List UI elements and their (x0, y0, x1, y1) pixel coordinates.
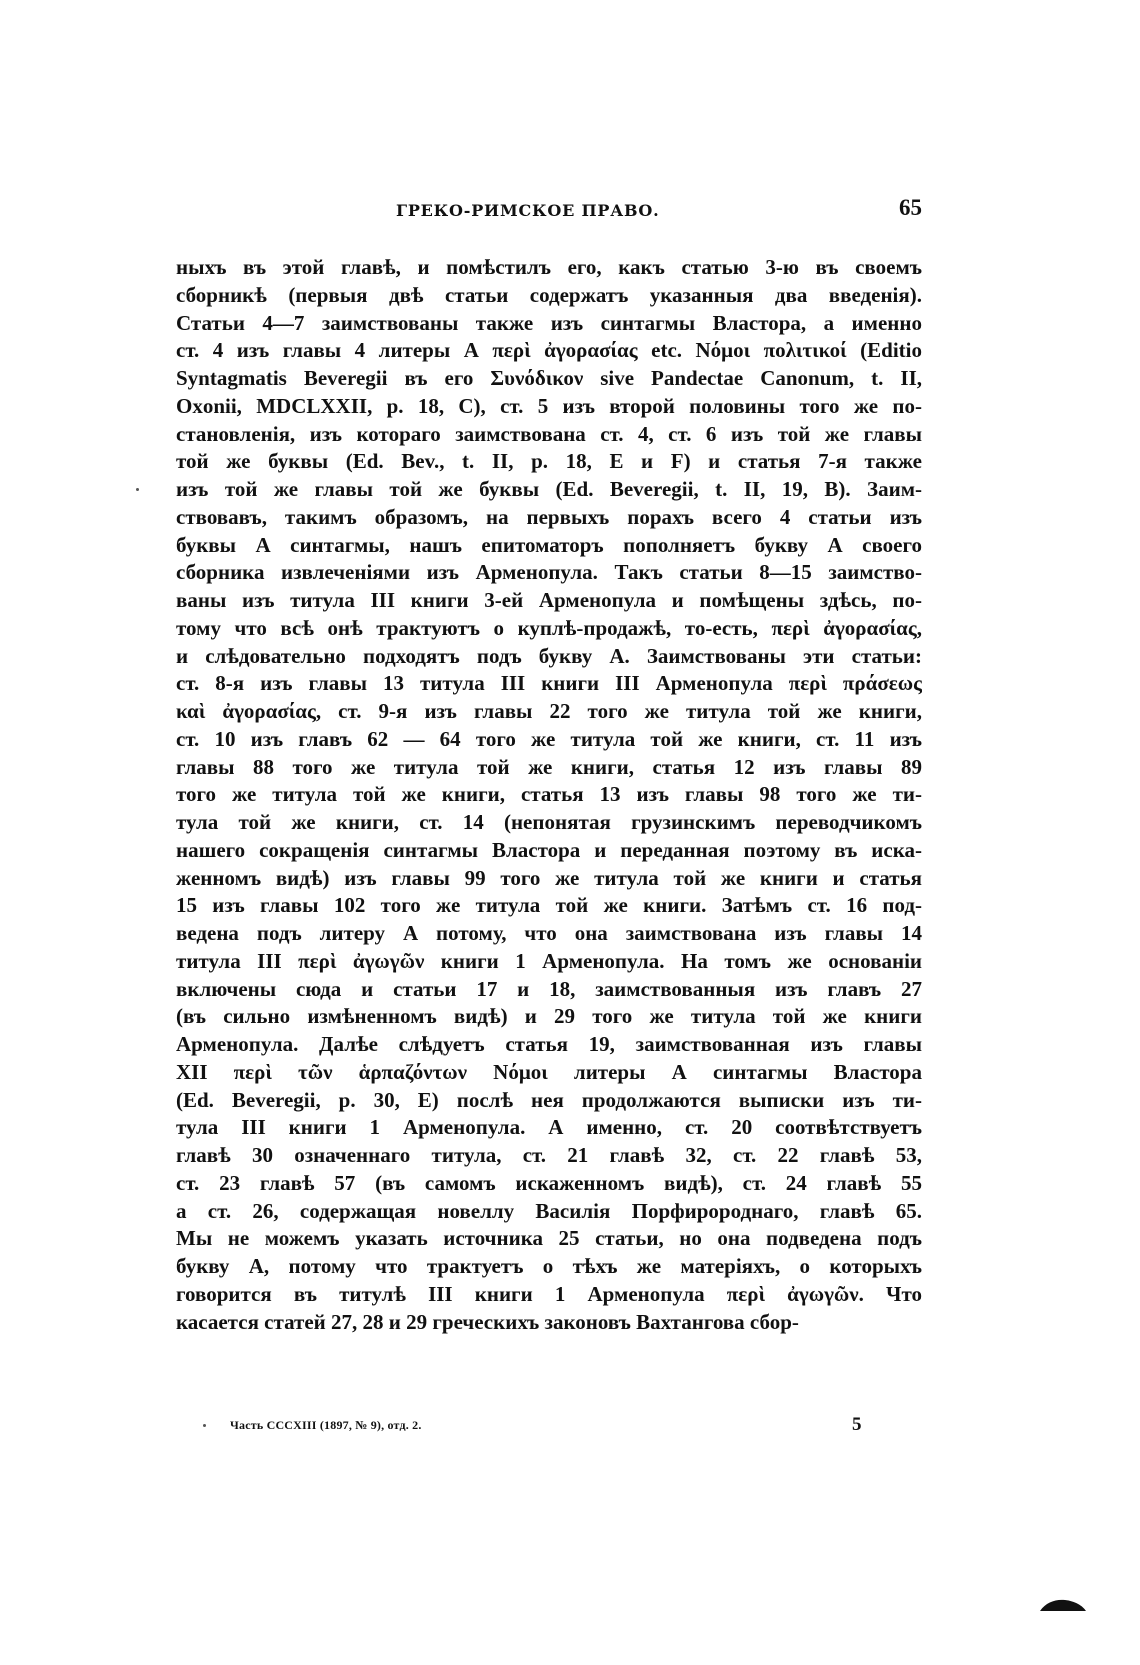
text-line: нашего сокращенія синтагмы Властора и переданная поэтому въ иска- (176, 837, 922, 862)
text-line: становленія, изъ котораго заимствована ст. 4, ст. 6 изъ той же главы (176, 421, 922, 446)
text-line: главѣ 30 означеннаго титула, ст. 21 главѣ 32, ст. 22 главѣ 53, (176, 1143, 922, 1167)
text-line: ст. 8-я изъ главы 13 титула III книги III Арменопула περὶ πράσεως (176, 671, 922, 696)
text-line: ствовавъ, такимъ образомъ, на первыхъ порахъ всего 4 статьи изъ (176, 504, 922, 529)
text-line: Мы не можемъ указать источника 25 статьи, но она подведена подъ (176, 1226, 922, 1251)
text-line: включены сюда и статьи 17 и 18, заимствованныя изъ главъ 27 (176, 976, 922, 1001)
text-line: сборника извлеченіями изъ Арменопула. Такъ статьи 8—15 заимство- (176, 560, 922, 585)
text-line: главы 88 того же титула той же книги, статья 12 изъ главы 89 (176, 754, 922, 779)
running-head (176, 197, 922, 231)
text-line: буквы А синтагмы, нашъ епитоматоръ пополняетъ букву А своего (176, 532, 922, 557)
margin-dot (136, 488, 139, 491)
text-line: титула III περὶ ἀγωγῶν книги 1 Арменопула. На томъ же основаніи (176, 948, 922, 973)
page-number: 65 (899, 195, 922, 220)
text-line: (въ сильно измѣненномъ видѣ) и 29 того же титула той же книги (176, 1004, 922, 1029)
text-line: сборникѣ (первыя двѣ статьи содержатъ указанныя два введенія). (176, 282, 922, 307)
text-line: Арменопула. Далѣе слѣдуетъ статья 19, заимствованная изъ главы (176, 1032, 922, 1056)
body-text (176, 254, 922, 1414)
footer-note: Часть CCCXIII (1897, № 9), отд. 2. (230, 1418, 422, 1432)
page-footer (176, 1416, 922, 1440)
text-line: тому что всѣ онѣ трактуютъ о куплѣ-продажѣ, то-есть, περὶ ἀγορασίας, (176, 615, 922, 640)
text-line: (Ed. Beveregii, p. 30, E) послѣ нея продолжаются выписки изъ ти- (176, 1087, 922, 1112)
text-line: ведена подъ литеру А потому, что она заимствована изъ главы 14 (176, 921, 922, 945)
text-line: ст. 23 главѣ 57 (въ самомъ искаженномъ видѣ), ст. 24 главѣ 55 (176, 1170, 922, 1195)
ink-blot-mark (1038, 1598, 1088, 1614)
text-line: женномъ видѣ) изъ главы 99 того же титула той же книги и статья (176, 865, 922, 890)
text-line: καὶ ἀγορασίας, ст. 9-я изъ главы 22 того же титула той же книги, (176, 699, 922, 723)
text-line: XII περὶ τῶν ἁρπαζόντων Νόμοι литеры А синтагмы Властора (176, 1059, 922, 1084)
text-line: 15 изъ главы 102 того же титула той же книги. Затѣмъ ст. 16 под- (176, 893, 922, 918)
text-line: Oxonii, MDCLXXII, p. 18, C), ст. 5 изъ второй половины того же по- (176, 393, 922, 418)
text-line: ныхъ въ этой главѣ, и помѣстилъ его, какъ статью 3-ю въ своемъ (176, 255, 922, 279)
text-line: а ст. 26, содержащая новеллу Василія Порфиророднаго, главѣ 65. (176, 1198, 922, 1223)
text-line: тула III книги 1 Арменопула. А именно, ст. 20 соотвѣтствуетъ (176, 1115, 922, 1140)
margin-dot (203, 1424, 206, 1427)
text-line: букву А, потому что трактуетъ о тѣхъ же матеріяхъ, о которыхъ (176, 1254, 922, 1278)
text-line: Syntagmatis Beveregii въ его Συνόδικον sive Pandectae Canonum, t. II, (176, 366, 922, 390)
text-line: тула той же книги, ст. 14 (непонятая грузинскимъ переводчикомъ (176, 810, 922, 834)
text-line: говорится въ титулѣ III книги 1 Арменопула περὶ ἀγωγῶν. Что (176, 1281, 922, 1306)
text-line: ст. 4 изъ главы 4 литеры А περὶ ἀγορασίας etc. Νόμοι πολιτικοί (Editio (176, 338, 922, 363)
text-line: той же буквы (Ed. Bev., t. II, p. 18, E и F) и статья 7-я также (176, 449, 922, 474)
signature-mark: 5 (852, 1414, 862, 1435)
text-line: Статьи 4—7 заимствованы также изъ синтагмы Властора, а именно (176, 310, 922, 335)
text-line: и слѣдовательно подходятъ подъ букву А. Заимствованы эти статьи: (176, 643, 922, 668)
text-line: ваны изъ титула III книги 3-ей Арменопула и помѣщены здѣсь, по- (176, 588, 922, 612)
text-line: касается статей 27, 28 и 29 греческихъ законовъ Вахтангова сбор- (176, 1309, 799, 1334)
text-line: изъ той же главы той же буквы (Ed. Beveregii, t. II, 19, B). Заим- (176, 477, 922, 501)
text-line: того же титула той же книги, статья 13 изъ главы 98 того же ти- (176, 782, 922, 807)
text-line: ст. 10 изъ главъ 62 — 64 того же титула той же книги, ст. 11 изъ (176, 726, 922, 751)
running-title: ГРЕКО-РИМСКОЕ ПРАВО. (396, 201, 660, 220)
